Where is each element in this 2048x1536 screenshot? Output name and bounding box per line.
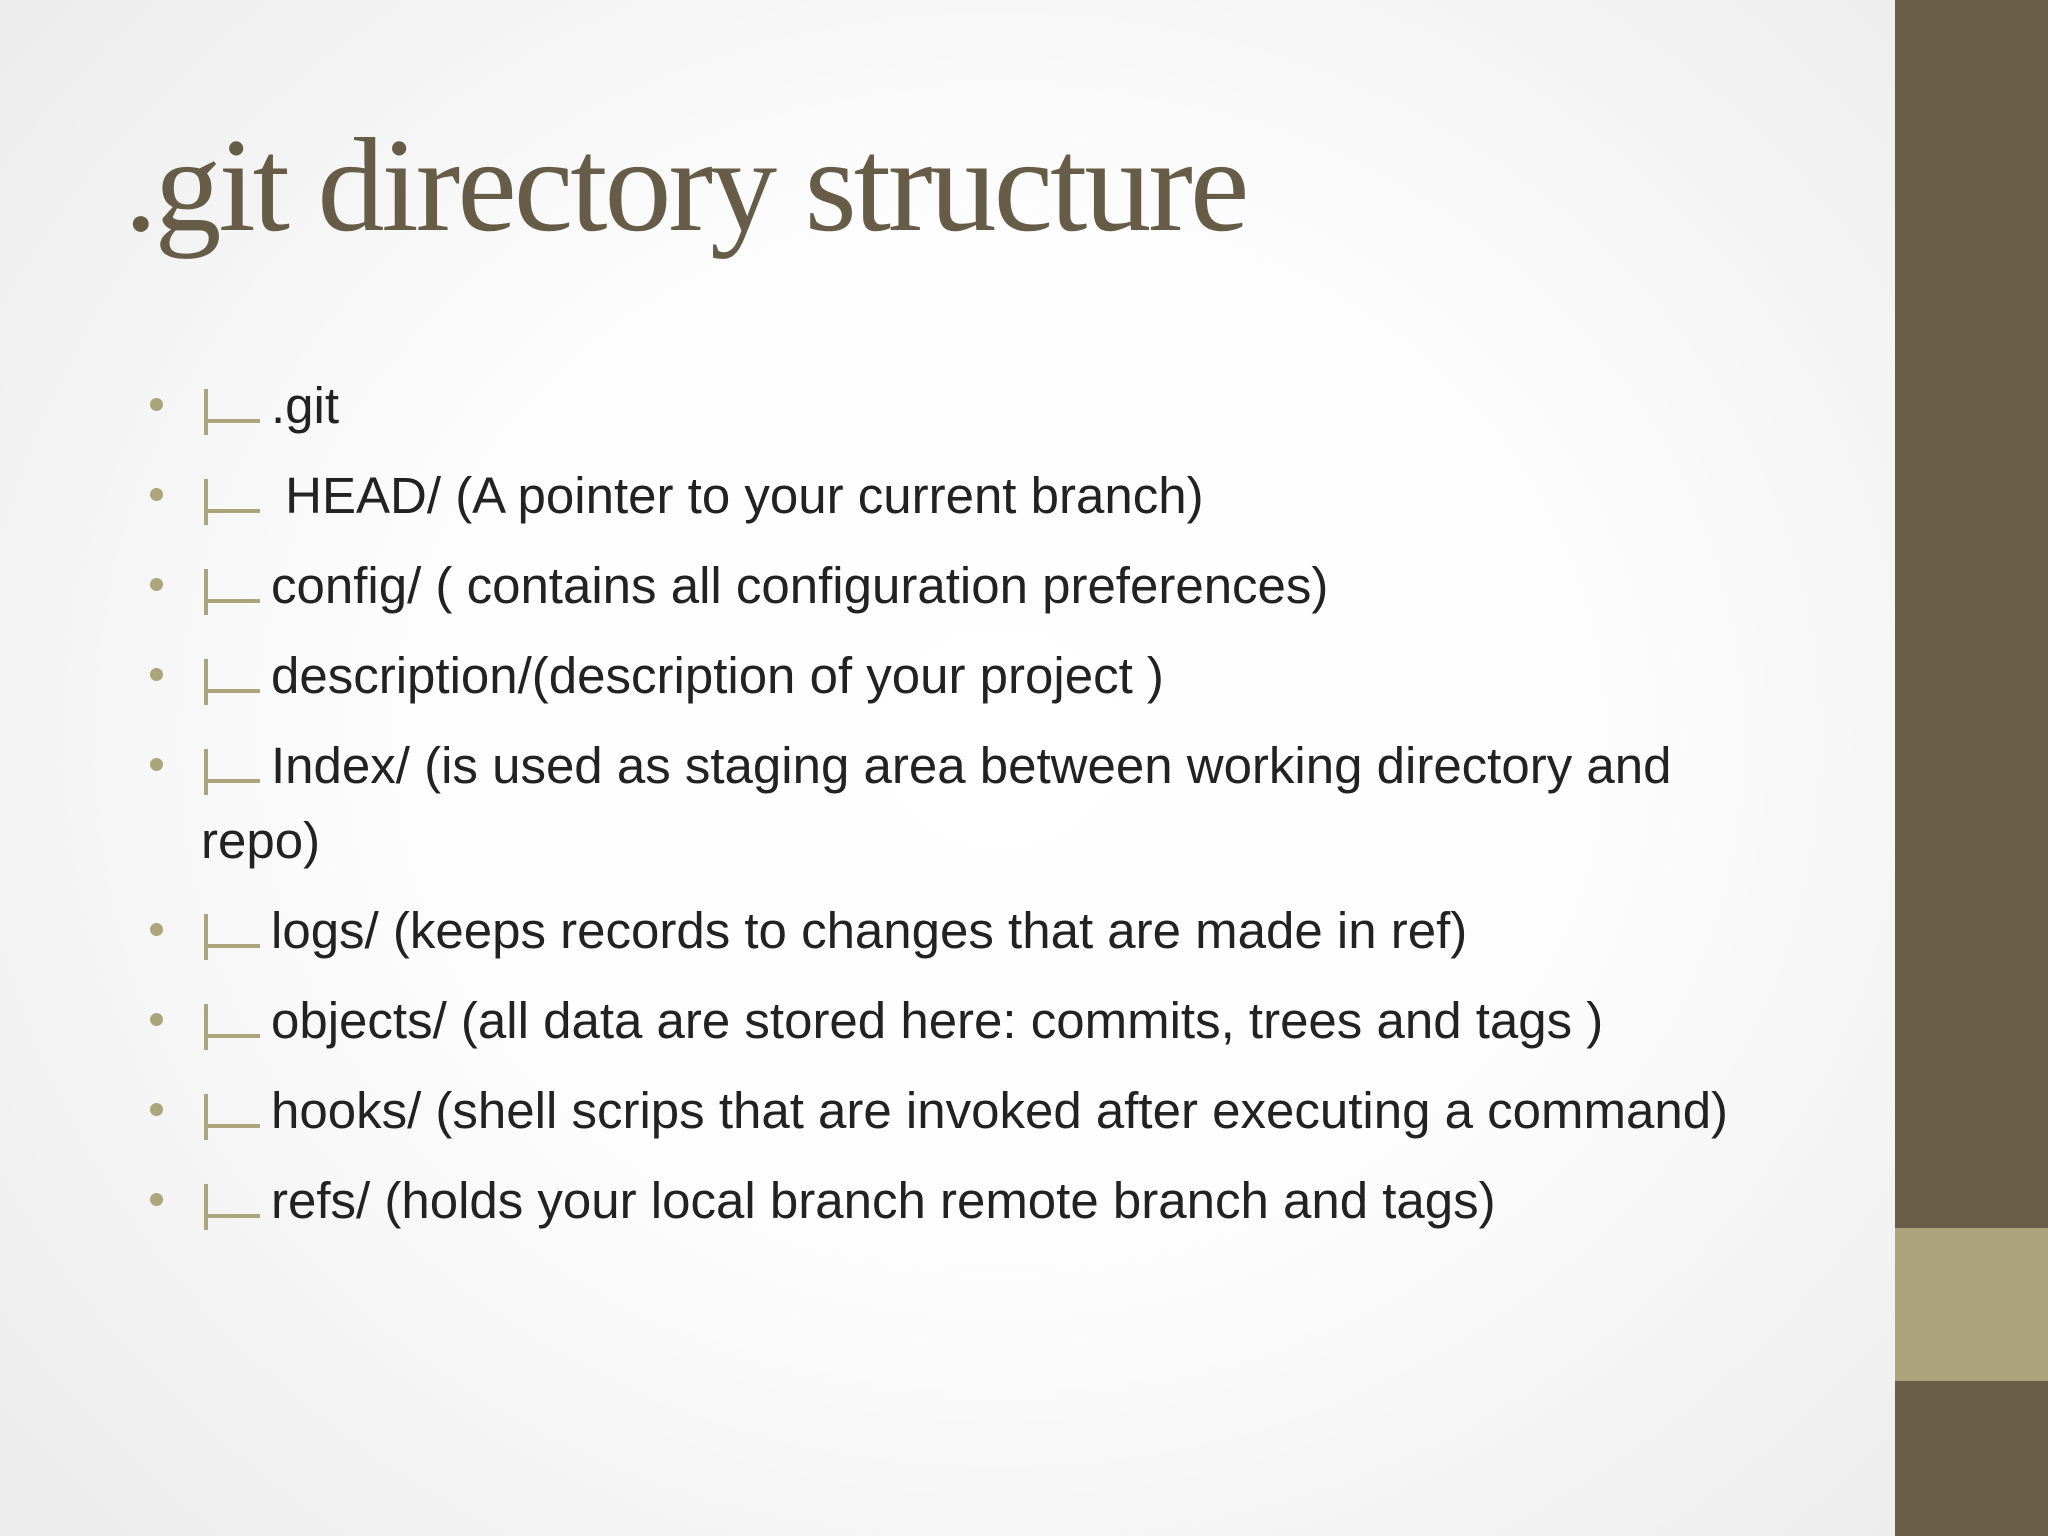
tree-branch-icon [201,998,261,1048]
sidebar-accent-block [1895,1228,2048,1381]
slide-title: .git directory structure [124,111,1247,259]
tree-branch-icon [201,743,261,793]
bullet-item-hooks [146,1073,1786,1148]
tree-branch-icon [201,908,261,958]
bullet-dot-icon [150,668,163,681]
bullet-dot-icon [150,923,163,936]
bullet-item-config [146,548,1786,623]
bullet-text: hooks/ (shell scrips that are invoked after executing a command) [271,1082,1729,1139]
bullet-list [146,368,1786,1253]
tree-branch-icon [201,383,261,433]
tree-branch-icon [201,1178,261,1228]
bullet-dot-icon [150,758,163,771]
bullet-text: refs/ (holds your local branch remote branch and tags) [271,1172,1496,1229]
bullet-text: description/(description of your project ) [271,647,1164,704]
bullet-item-index [146,728,1786,878]
bullet-item-objects [146,983,1786,1058]
bullet-text: logs/ (keeps records to changes that are made in ref) [271,902,1468,959]
bullet-dot-icon [150,1013,163,1026]
bullet-text: config/ ( contains all configuration preferences) [271,557,1329,614]
tree-branch-icon [201,653,261,703]
bullet-dot-icon [150,578,163,591]
bullet-item-logs [146,893,1786,968]
bullet-text: .git [271,377,340,434]
bullet-item-git [146,368,1786,443]
tree-branch-icon [201,1088,261,1138]
bullet-text: objects/ (all data are stored here: commits, trees and tags ) [271,992,1604,1049]
tree-branch-icon [201,473,261,523]
bullet-dot-icon [150,1103,163,1116]
bullet-text: HEAD/ (A pointer to your current branch) [271,467,1204,524]
bullet-dot-icon [150,1193,163,1206]
bullet-dot-icon [150,398,163,411]
tree-branch-icon [201,563,261,613]
bullet-text: Index/ (is used as staging area between working directory and repo) [201,737,1672,869]
bullet-item-description [146,638,1786,713]
bullet-item-refs [146,1163,1786,1238]
bullet-item-head [146,458,1786,533]
bullet-dot-icon [150,488,163,501]
